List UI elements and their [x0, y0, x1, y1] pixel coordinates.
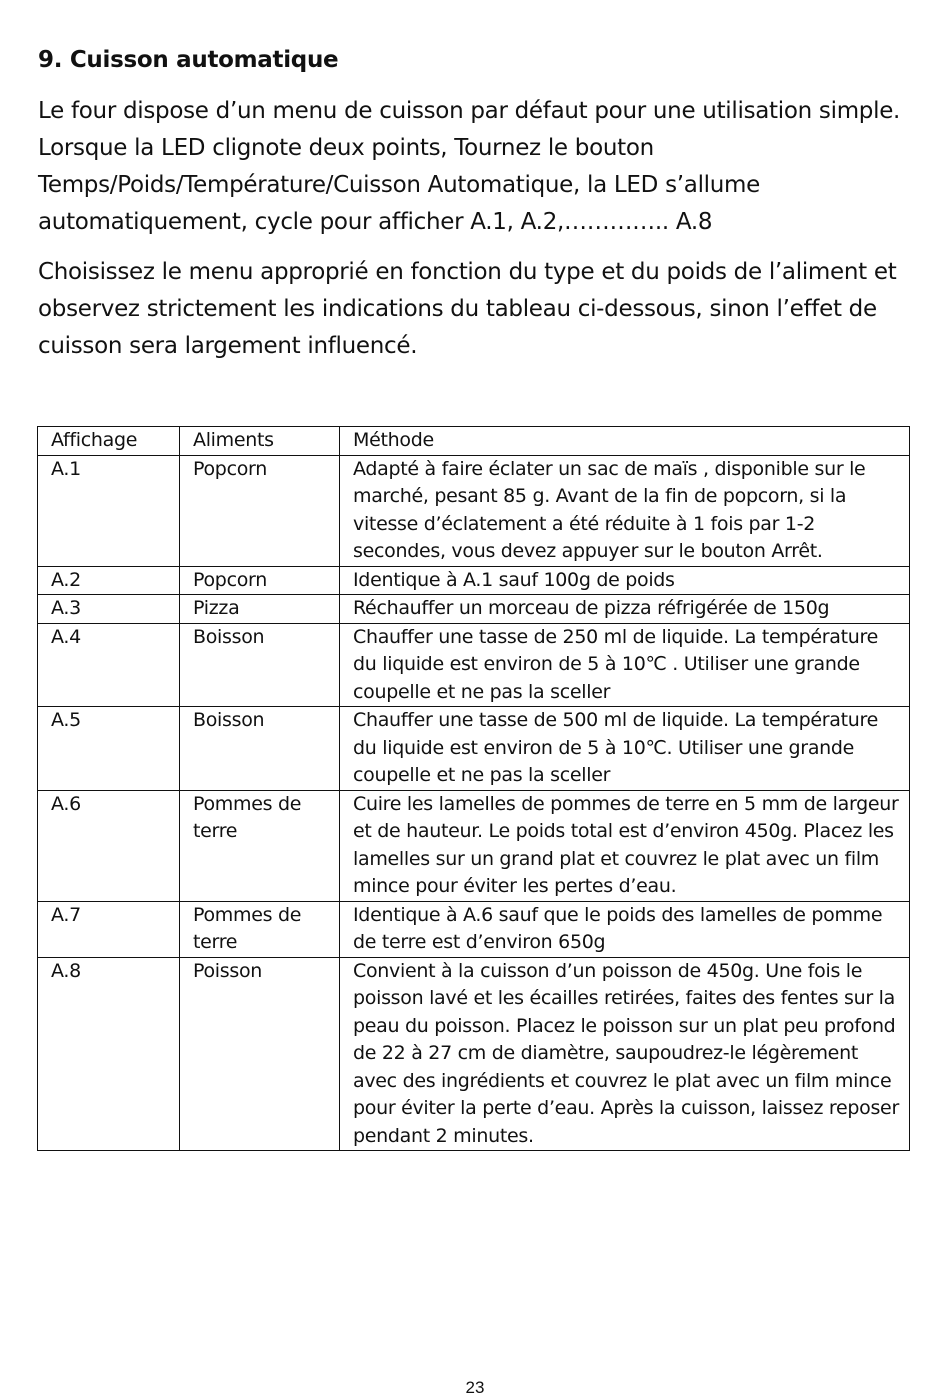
cell-method: Convient à la cuisson d’un poisson de 450g. Une fois le poisson lavé et les écailles retirées, faites des fentes sur la peau du poisson. Placez le poisson sur un plat peu profond de 22 à 27 cm de diamètre, saupoudrez-le légèrement avec des ingrédients et couvrez le plat avec un film mince pour éviter la perte d’eau. Après la cuisson, laissez reposer pendant 2 minutes. [340, 957, 910, 1151]
cell-display-code: A.1 [38, 455, 180, 566]
cell-food: Pizza [180, 595, 340, 624]
table-row [38, 566, 910, 595]
cell-method: Chauffer une tasse de 500 ml de liquide. La température du liquide est environ de 5 à 10℃. Utiliser une grande coupelle et ne pas la sceller [340, 707, 910, 791]
table-row [38, 957, 910, 1151]
table-row [38, 455, 910, 566]
cell-display-code: A.4 [38, 623, 180, 707]
cell-method: Identique à A.6 sauf que le poids des lamelles de pomme de terre est d’environ 650g [340, 901, 910, 957]
cell-food: Popcorn [180, 566, 340, 595]
instructions-paragraph: Choisissez le menu approprié en fonction du type et du poids de l’aliment et observez strictement les indications du tableau ci-dessous, sinon l’effet de cuisson sera largement influencé. [38, 259, 897, 359]
cell-food: Popcorn [180, 455, 340, 566]
cell-food: Boisson [180, 623, 340, 707]
cell-method: Identique à A.1 sauf 100g de poids [340, 566, 910, 595]
cell-method: Chauffer une tasse de 250 ml de liquide. La température du liquide est environ de 5 à 10℃ . Utiliser une grande coupelle et ne pas la sceller [340, 623, 910, 707]
cell-food: Pommes de terre [180, 790, 340, 901]
cell-method: Réchauffer un morceau de pizza réfrigérée de 150g [340, 595, 910, 624]
table-row [38, 901, 910, 957]
cell-method: Adapté à faire éclater un sac de maïs , disponible sur le marché, pesant 85 g. Avant de la fin de popcorn, si la vitesse d’éclatement a été réduite à 1 fois par 1-2 secondes, vous devez appuyer sur le bouton Arrêt. [340, 455, 910, 566]
cell-food: Poisson [180, 957, 340, 1151]
table-row [38, 707, 910, 791]
table-row [38, 623, 910, 707]
cell-display-code: A.3 [38, 595, 180, 624]
auto-cook-table [37, 426, 910, 1151]
cell-display-code: A.5 [38, 707, 180, 791]
header-methode: Méthode [340, 427, 910, 456]
page-number: 23 [465, 1378, 485, 1397]
header-aliments: Aliments [180, 427, 340, 456]
table-row [38, 595, 910, 624]
cell-method: Cuire les lamelles de pommes de terre en 5 mm de largeur et de hauteur. Le poids total est d’environ 450g. Placez les lamelles sur un grand plat et couvrez le plat avec un film mince pour éviter les pertes d’eau. [340, 790, 910, 901]
section-heading: 9. Cuisson automatique [38, 47, 339, 73]
table-row [38, 790, 910, 901]
header-affichage: Affichage [38, 427, 180, 456]
cell-food: Boisson [180, 707, 340, 791]
document-page [38, 38, 912, 365]
cell-display-code: A.2 [38, 566, 180, 595]
cell-display-code: A.6 [38, 790, 180, 901]
cell-display-code: A.7 [38, 901, 180, 957]
cell-food: Pommes de terre [180, 901, 340, 957]
intro-paragraph: Le four dispose d’un menu de cuisson par défaut pour une utilisation simple. Lorsque la LED clignote deux points, Tournez le bouton Temps/Poids/Température/Cuisson Automatique, la LED s’allume automatiquement, cycle pour afficher A.1, A.2,………….. A.8 [38, 98, 901, 235]
cell-display-code: A.8 [38, 957, 180, 1151]
table-header-row [38, 427, 910, 456]
